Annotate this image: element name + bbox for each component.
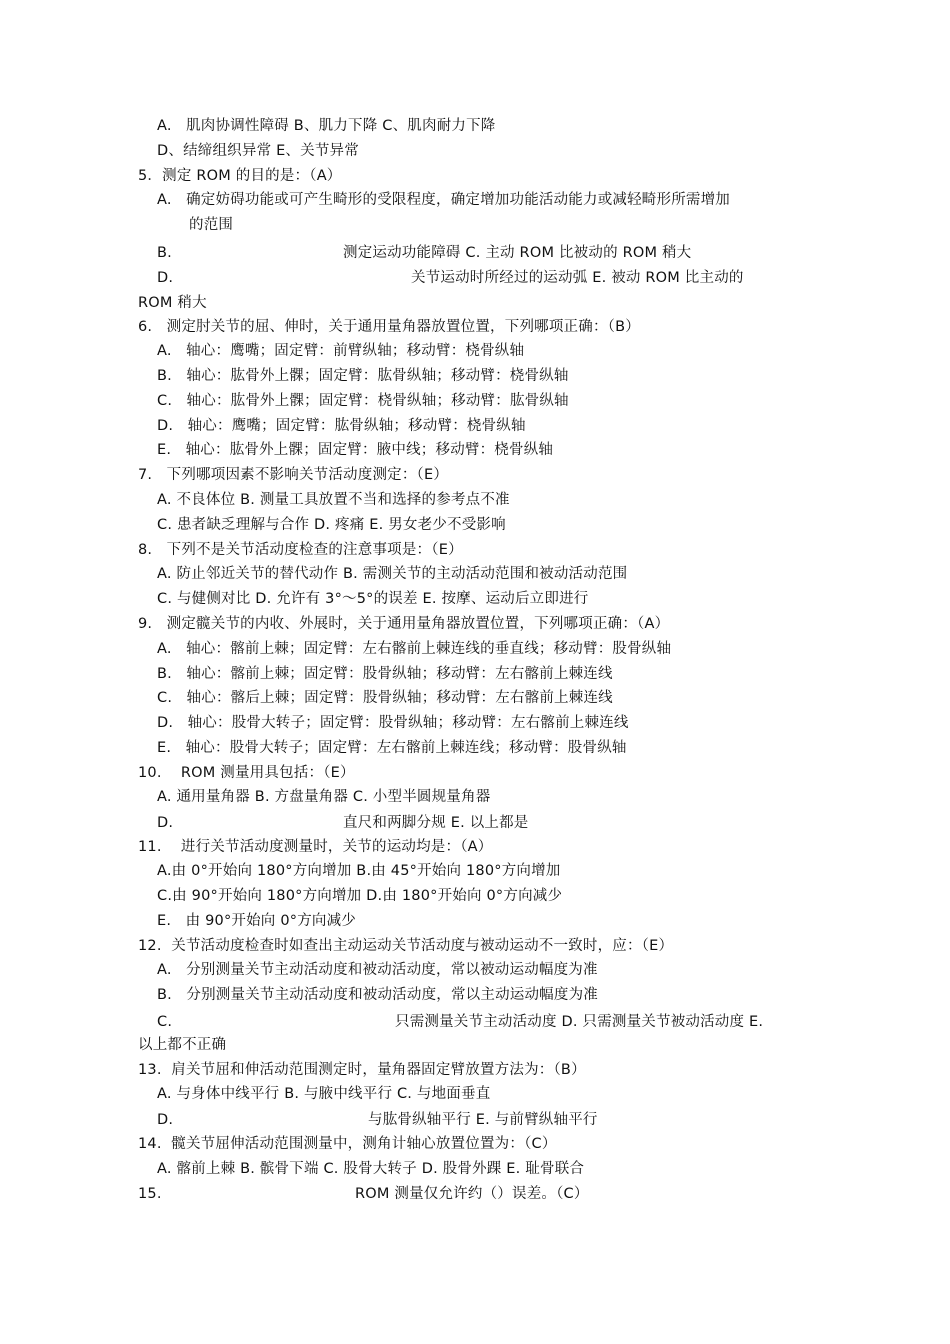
option-line: E. 轴心：肱骨外上髁；固定臂：腋中线；移动臂：桡骨纵轴 (157, 442, 554, 458)
option-line: A. 确定妨碍功能或可产生畸形的受限程度，确定增加功能活动能力或减轻畸形所需增加 (157, 192, 730, 208)
option-line: 直尺和两脚分规 E. 以上都是 (343, 815, 529, 831)
option-line: ROM 稍大 (138, 295, 207, 311)
option-line: 的范围 (189, 217, 234, 233)
option-line: A. 髂前上棘 B. 髌骨下端 C. 股骨大转子 D. 股骨外踝 E. 耻骨联合 (157, 1161, 585, 1177)
option-line: 测定运动功能障碍 C. 主动 ROM 比被动的 ROM 稍大 (343, 245, 692, 261)
question-line: 14. 髋关节屈伸活动范围测量中，测角计轴心放置位置为：（C） (138, 1136, 557, 1152)
option-line: A. 轴心：髂前上棘；固定臂：左右髂前上棘连线的垂直线；移动臂：股骨纵轴 (157, 641, 672, 657)
option-line: A. 防止邻近关节的替代动作 B. 需测关节的主动活动范围和被动活动范围 (157, 566, 628, 582)
option-line: B. 轴心：肱骨外上髁；固定臂：肱骨纵轴；移动臂：桡骨纵轴 (157, 368, 569, 384)
option-line: D、结缔组织异常 E、关节异常 (157, 143, 359, 159)
option-line: B. 轴心：髂前上棘；固定臂：股骨纵轴；移动臂：左右髂前上棘连线 (157, 666, 613, 682)
option-line: D. 轴心：股骨大转子；固定臂：股骨纵轴；移动臂：左右髂前上棘连线 (157, 715, 629, 731)
option-line: A. 与身体中线平行 B. 与腋中线平行 C. 与地面垂直 (157, 1086, 491, 1102)
option-line: C. 轴心：肱骨外上髁；固定臂：桡骨纵轴；移动臂：肱骨纵轴 (157, 393, 569, 409)
question-line: ROM 测量仅允许约（）误差。（C） (355, 1186, 589, 1202)
option-line: A.由 0°开始向 180°方向增加 B.由 45°开始向 180°方向增加 (157, 863, 561, 879)
question-line: 8. 下列不是关节活动度检查的注意事项是：（E） (138, 542, 463, 558)
question-line: 13. 肩关节屈和伸活动范围测定时，量角器固定臂放置方法为：（B） (138, 1062, 586, 1078)
option-line: 与肱骨纵轴平行 E. 与前臂纵轴平行 (368, 1112, 598, 1128)
question-line: 12. 关节活动度检查时如查出主动运动关节活动度与被动运动不一致时，应：（E） (138, 938, 674, 954)
question-line: 7. 下列哪项因素不影响关节活动度测定：（E） (138, 467, 449, 483)
question-line: 11. 进行关节活动度测量时，关节的运动均是：（A） (138, 839, 493, 855)
option-line: A. 分别测量关节主动活动度和被动活动度，常以被动运动幅度为准 (157, 962, 598, 978)
option-line: E. 轴心：股骨大转子；固定臂：左右髂前上棘连线；移动臂：股骨纵轴 (157, 740, 627, 756)
option-line: B. 分别测量关节主动活动度和被动活动度，常以主动运动幅度为准 (157, 987, 598, 1003)
option-label: D. (157, 1112, 174, 1128)
option-line: 关节运动时所经过的运动弧 E. 被动 ROM 比主动的 (411, 270, 744, 286)
option-label: D. (157, 270, 174, 286)
option-line: 只需测量关节主动活动度 D. 只需测量关节被动活动度 E. (395, 1014, 764, 1030)
option-line: C. 轴心：髂后上棘；固定臂：股骨纵轴；移动臂：左右髂前上棘连线 (157, 690, 613, 706)
option-line: C. 与健侧对比 D. 允许有 3°～5°的误差 E. 按摩、运动后立即进行 (157, 591, 589, 607)
option-line: D. 轴心：鹰嘴；固定臂：肱骨纵轴；移动臂：桡骨纵轴 (157, 418, 526, 434)
question-line: 6. 测定肘关节的屈、伸时，关于通用量角器放置位置，下列哪项正确：（B） (138, 319, 640, 335)
question-line: 10. ROM 测量用具包括：（E） (138, 765, 355, 781)
option-label: C. (157, 1014, 173, 1030)
option-line: C.由 90°开始向 180°方向增加 D.由 180°开始向 0°方向减少 (157, 888, 563, 904)
question-line: 5．测定 ROM 的目的是：（A） (138, 168, 342, 184)
option-line: A. 不良体位 B. 测量工具放置不当和选择的参考点不准 (157, 492, 510, 508)
option-line: E. 由 90°开始向 0°方向减少 (157, 913, 356, 929)
option-label: D. (157, 815, 174, 831)
option-line: C. 患者缺乏理解与合作 D. 疼痛 E. 男女老少不受影响 (157, 517, 506, 533)
option-line: A. 通用量角器 B. 方盘量角器 C. 小型半圆规量角器 (157, 789, 491, 805)
option-label: B. (157, 245, 172, 261)
option-line: A. 轴心：鹰嘴；固定臂：前臂纵轴；移动臂：桡骨纵轴 (157, 343, 525, 359)
option-line: A. 肌肉协调性障碍 B、肌力下降 C、肌肉耐力下降 (157, 118, 496, 134)
question-line: 9. 测定髋关节的内收、外展时，关于通用量角器放置位置，下列哪项正确：（A） (138, 616, 670, 632)
option-line: 以上都不正确 (138, 1037, 227, 1053)
question-number: 15. (138, 1186, 162, 1202)
